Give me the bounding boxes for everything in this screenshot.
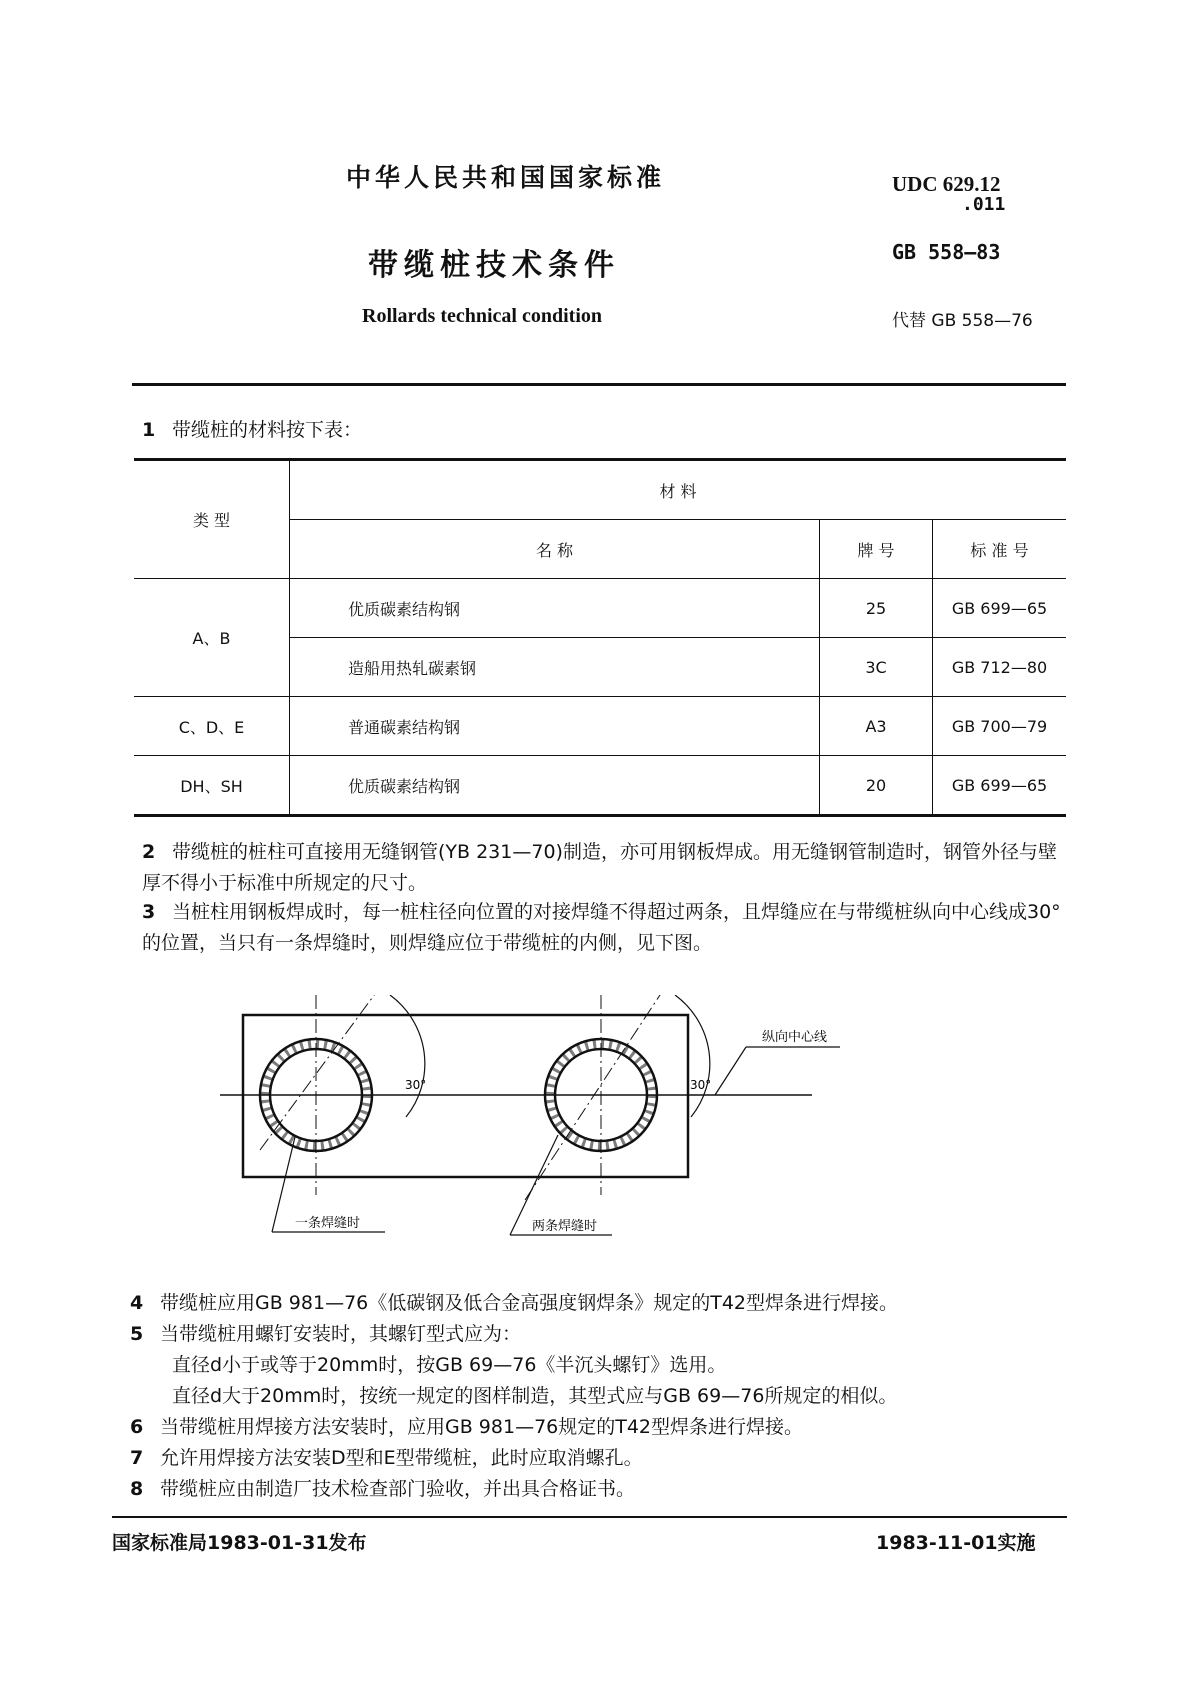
replaces-standard: 代替 GB 558—76	[892, 311, 1033, 331]
weld-position-diagram	[200, 995, 920, 1260]
type-header: 类 型	[134, 460, 290, 579]
section-1-text: 带缆桩的材料按下表：	[172, 419, 363, 441]
centerline-leader	[715, 1047, 746, 1095]
grade-cell: A3	[820, 697, 933, 756]
one-weld-leader	[272, 1137, 295, 1232]
udc-code: UDC 629.12	[892, 172, 1001, 196]
national-standard-heading: 中华人民共和国国家标准	[346, 163, 666, 192]
type-cell: DH、SH	[134, 756, 290, 816]
issue-date: 国家标准局1983-01-31发布	[112, 1532, 367, 1554]
section-3-number: 3	[142, 901, 156, 923]
angle-arc-right	[675, 995, 710, 1117]
list-item: 直径d小于或等于20mm时，按GB 69—76《半沉头螺钉》选用。	[172, 1354, 727, 1376]
document-title-en: Rollards technical condition	[362, 305, 603, 327]
table-row	[134, 756, 1066, 816]
name-cell: 普通碳素结构钢	[290, 697, 820, 756]
standard-cell: GB 700—79	[933, 697, 1067, 756]
name-cell: 造船用热轧碳素钢	[290, 638, 820, 697]
name-header: 名 称	[290, 520, 820, 579]
clauses-list	[130, 1288, 898, 1505]
material-header: 材 料	[290, 460, 1067, 520]
name-cell: 优质碳素结构钢	[290, 756, 820, 816]
two-welds-label: 两条焊缝时	[532, 1219, 598, 1234]
standard-cell: GB 699—65	[933, 579, 1067, 638]
gb-number: GB 558—83	[892, 240, 1001, 264]
centerline-label: 纵向中心线	[762, 1030, 828, 1045]
section-2-text: 带缆桩的桩柱可直接用无缝钢管(YB 231—70)制造，亦可用钢板焊成。用无缝钢管制造时，钢管外径与壁厚不得小于标准中所规定的尺寸。	[142, 841, 1057, 894]
document-title-cn: 带缆桩技术条件	[368, 248, 620, 283]
angle-label-right: 30°	[690, 1078, 712, 1092]
header-divider	[132, 383, 1066, 386]
standard-header: 标 准 号	[933, 520, 1067, 579]
section-2-number: 2	[142, 841, 156, 863]
table-row	[134, 579, 1066, 638]
name-cell: 优质碳素结构钢	[290, 579, 820, 638]
grade-cell: 20	[820, 756, 933, 816]
udc-code-sub: .011	[962, 194, 1006, 215]
weld-line-right	[525, 995, 683, 1200]
section-1-number: 1	[142, 419, 156, 441]
effective-date: 1983-11-01实施	[876, 1532, 1036, 1554]
list-item: 4 带缆桩应用GB 981—76《低碳钢及低合金高强度钢焊条》规定的T42型焊条进行焊接。	[130, 1292, 899, 1314]
grade-header: 牌 号	[820, 520, 933, 579]
standard-cell: GB 712—80	[933, 638, 1067, 697]
list-item: 直径d大于20mm时，按统一规定的图样制造，其型式应与GB 69—76所规定的相似。	[172, 1385, 898, 1407]
list-item: 5 当带缆桩用螺钉安装时，其螺钉型式应为：	[130, 1323, 522, 1345]
section-3-text: 当桩柱用钢板焊成时，每一桩柱径向位置的对接焊缝不得超过两条，且焊缝应在与带缆桩纵向中心线成30°的位置，当只有一条焊缝时，则焊缝应位于带缆桩的内侧，见下图。	[142, 901, 1061, 954]
grade-cell: 25	[820, 579, 933, 638]
materials-table	[134, 458, 1066, 817]
type-cell: C、D、E	[134, 697, 290, 756]
angle-arc-left	[390, 995, 425, 1117]
list-item: 7 允许用焊接方法安装D型和E型带缆桩，此时应取消螺孔。	[130, 1447, 643, 1469]
section-3	[142, 897, 1072, 959]
type-cell: A、B	[134, 579, 290, 697]
footer-divider	[112, 1516, 1067, 1518]
section-1	[142, 415, 362, 446]
standard-cell: GB 699—65	[933, 756, 1067, 816]
list-item: 8 带缆桩应由制造厂技术检查部门验收，并出具合格证书。	[130, 1478, 636, 1500]
table-row	[134, 697, 1066, 756]
list-item: 6 当带缆桩用焊接方法安装时，应用GB 981—76规定的T42型焊条进行焊接。	[130, 1416, 804, 1438]
section-2	[142, 837, 1072, 899]
angle-label-left: 30°	[405, 1078, 427, 1092]
grade-cell: 3C	[820, 638, 933, 697]
one-weld-label: 一条焊缝时	[295, 1216, 361, 1231]
